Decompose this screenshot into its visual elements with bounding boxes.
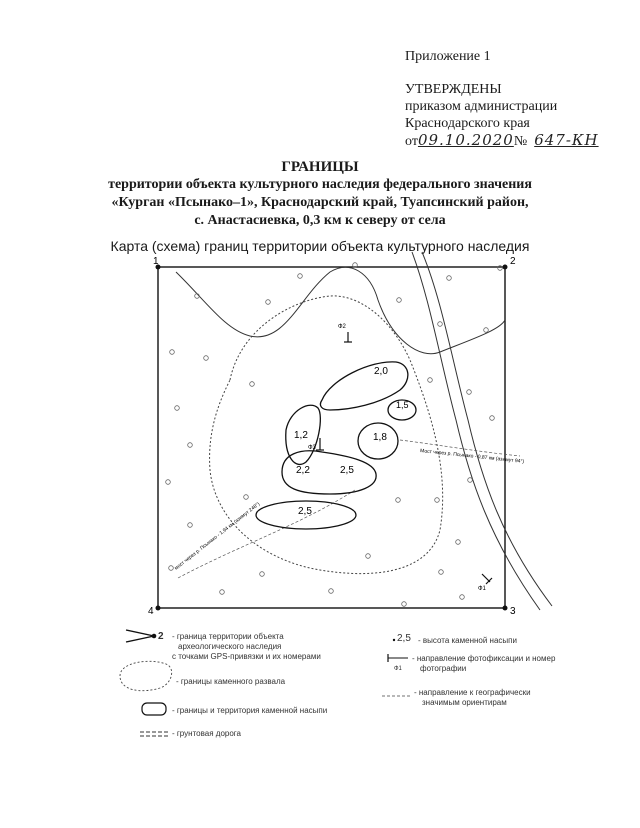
- dirt-road-east-line-2: [419, 252, 552, 606]
- approval-line-2: Краснодарского края: [405, 116, 530, 131]
- legend-mound-sample: [142, 703, 166, 715]
- mound-height-label: 2,2: [296, 465, 310, 476]
- heading-line-2: «Курган «Псынако–1», Краснодарский край, Туапсинский район,: [111, 195, 529, 210]
- legend-height-sample: 2,5: [397, 633, 411, 644]
- approved-label: УТВЕРЖДЕНЫ: [405, 82, 502, 97]
- svg-text:Ф1: Ф1: [478, 586, 486, 592]
- stone-mound-1: [320, 362, 407, 410]
- photo-point-2: [338, 324, 352, 342]
- relief-contour-line: [176, 267, 505, 353]
- corner-label-3: 3: [510, 606, 516, 617]
- mound-height-label: 1,2: [294, 430, 308, 441]
- legend-boundary-text: [172, 632, 321, 662]
- order-date: 09.10.2020: [417, 131, 514, 149]
- photo-point-1: [478, 574, 492, 592]
- stone-scatter-boundary: [210, 296, 443, 574]
- heading-line-3: с. Анастасиевка, 0,3 км к северу от села: [194, 213, 446, 228]
- appendix-label: Приложение 1: [405, 49, 491, 64]
- heading-title: ГРАНИЦЫ: [281, 159, 359, 175]
- legend-boundary-line-2: археологического наследия: [178, 642, 282, 651]
- corner-label-1: 1: [153, 256, 159, 267]
- legend-photo-number: Ф1: [394, 666, 402, 672]
- heading-line-1: территории объекта культурного наследия федерального значения: [108, 177, 532, 192]
- svg-text:Ф3: Ф3: [308, 445, 316, 451]
- legend-photo-sample: [388, 654, 408, 662]
- legend-height-dot: [393, 639, 395, 641]
- road-label-southwest: мост через р. Псынако - 1,94 км (азимут 248°): [173, 501, 262, 572]
- legend-boundary-marker-number: 2: [158, 631, 164, 642]
- legend-scatter-text: - границы каменного развала: [176, 677, 286, 686]
- order-number: 647-КН: [534, 131, 599, 149]
- legend-scatter-sample: [120, 661, 172, 690]
- mound-height-label: 2,5: [340, 465, 354, 476]
- legend-boundary-line-3: с точками GPS-привязки и их номерами: [172, 652, 321, 661]
- legend-photo-line-1: - направление фотофиксации и номер: [412, 654, 556, 663]
- legend-direction-line-1: - направление к географически: [414, 688, 531, 697]
- mound-height-label: 1,5: [396, 400, 409, 410]
- road-label-east: Мост через р. Псынако - 0,87 км (азимут 94°): [419, 448, 525, 465]
- map-caption: Карта (схема) границ территории объекта культурного наследия: [110, 238, 530, 254]
- legend-road-sample: [140, 732, 168, 736]
- approval-line-1: приказом администрации: [405, 99, 558, 114]
- number-sign: №: [513, 134, 528, 149]
- mound-height-label: 2,5: [298, 506, 312, 517]
- legend-boundary-sample: [126, 630, 156, 642]
- legend-boundary-line-1: - граница территории объекта: [172, 632, 284, 641]
- corner-label-4: 4: [148, 606, 154, 617]
- mound-height-label: 1,8: [373, 432, 387, 443]
- from-prefix: от: [405, 134, 418, 149]
- legend-photo-line-2: фотографии: [420, 664, 467, 673]
- dirt-road-east-line: [412, 252, 540, 610]
- legend-photo-text: [412, 654, 555, 674]
- legend-height-text: - высота каменной насыпи: [418, 636, 517, 645]
- legend-road-text: - грунтовая дорога: [172, 729, 241, 738]
- legend-direction-line-2: значимым ориентирам: [422, 698, 507, 707]
- corner-point-4: [156, 606, 161, 611]
- direction-line-southwest: [178, 490, 355, 578]
- mound-height-label: 2,0: [374, 366, 388, 377]
- legend-direction-text: [414, 688, 531, 708]
- territory-boundary: [158, 267, 505, 608]
- legend-mound-text: - границы и территория каменной насыпи: [172, 706, 328, 715]
- corner-label-2: 2: [510, 256, 516, 267]
- svg-text:Ф2: Ф2: [338, 324, 346, 330]
- corner-point-2: [503, 265, 508, 270]
- corner-point-3: [503, 606, 508, 611]
